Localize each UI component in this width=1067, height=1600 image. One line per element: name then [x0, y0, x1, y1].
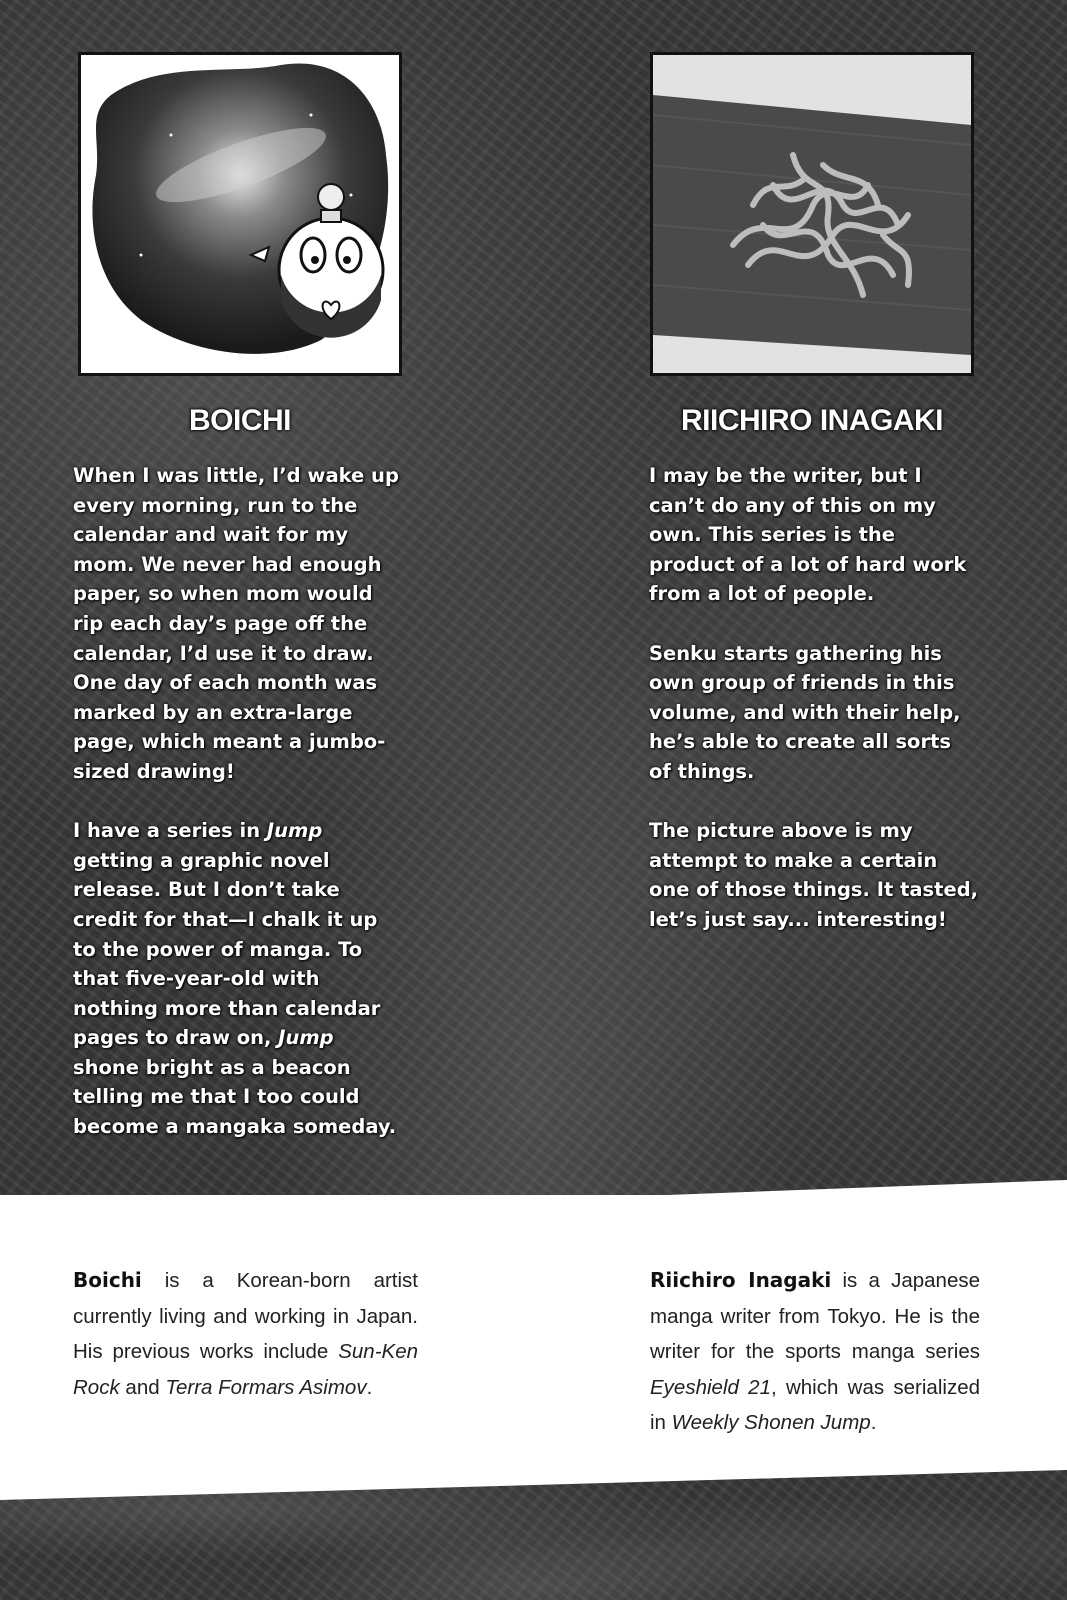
boichi-illustration [78, 52, 402, 376]
inagaki-bio: Riichiro Inagaki is a Japanese manga writer from Tokyo. He is the writer for the sports manga series Eyeshield 21, which was serialized in Weekly Shonen Jump. [650, 1268, 980, 1434]
galaxy-mascot-drawing [81, 55, 399, 373]
boichi-heading: BOICHI [189, 404, 291, 437]
boichi-message-paragraph-1: When I was little, I’d wake up every morning, run to the calendar and wait for my mom. We never had enough paper, so when mom would rip each day’s page off the calendar, I’d use it to draw. One day of each month was marked by an extra-large page, which meant a jumbo-sized drawing! [73, 464, 399, 783]
inagaki-message-paragraph-1: I may be the writer, but I can’t do any of this on my own. This series is the product of a lot of hard work from a lot of people. [649, 464, 967, 606]
boichi-bio: Boichi is a Korean-born artist currently living and working in Japan. His previous works include Sun-Ken Rock and Terra Formars Asimov. [73, 1268, 418, 1399]
boichi-bio-name: Boichi [73, 1268, 142, 1292]
inagaki-heading: RIICHIRO INAGAKI [681, 404, 943, 437]
inagaki-photo [650, 52, 974, 376]
boichi-message [73, 461, 403, 1171]
wooden-tray [653, 95, 971, 355]
inagaki-bio-name: Riichiro Inagaki [650, 1268, 832, 1292]
inagaki-message-paragraph-3: The picture above is my attempt to make a certain one of those things. It tasted, let’s just say... interesting! [649, 819, 979, 931]
boichi-message-paragraph-2: I have a series in Jump getting a graphic novel release. But I don’t take credit for that—I chalk it up to the power of manga. To that five-year-old with nothing more than calendar pages to draw on, Jump shone bright as a beacon telling me that I too could become a mangaka someday. [73, 819, 397, 1139]
inagaki-message-paragraph-2: Senku starts gathering his own group of friends in this volume, and with their help, he’s able to create all sorts of things. [649, 641, 961, 783]
noodle-snack-photo [653, 55, 971, 373]
inagaki-message [649, 461, 979, 964]
